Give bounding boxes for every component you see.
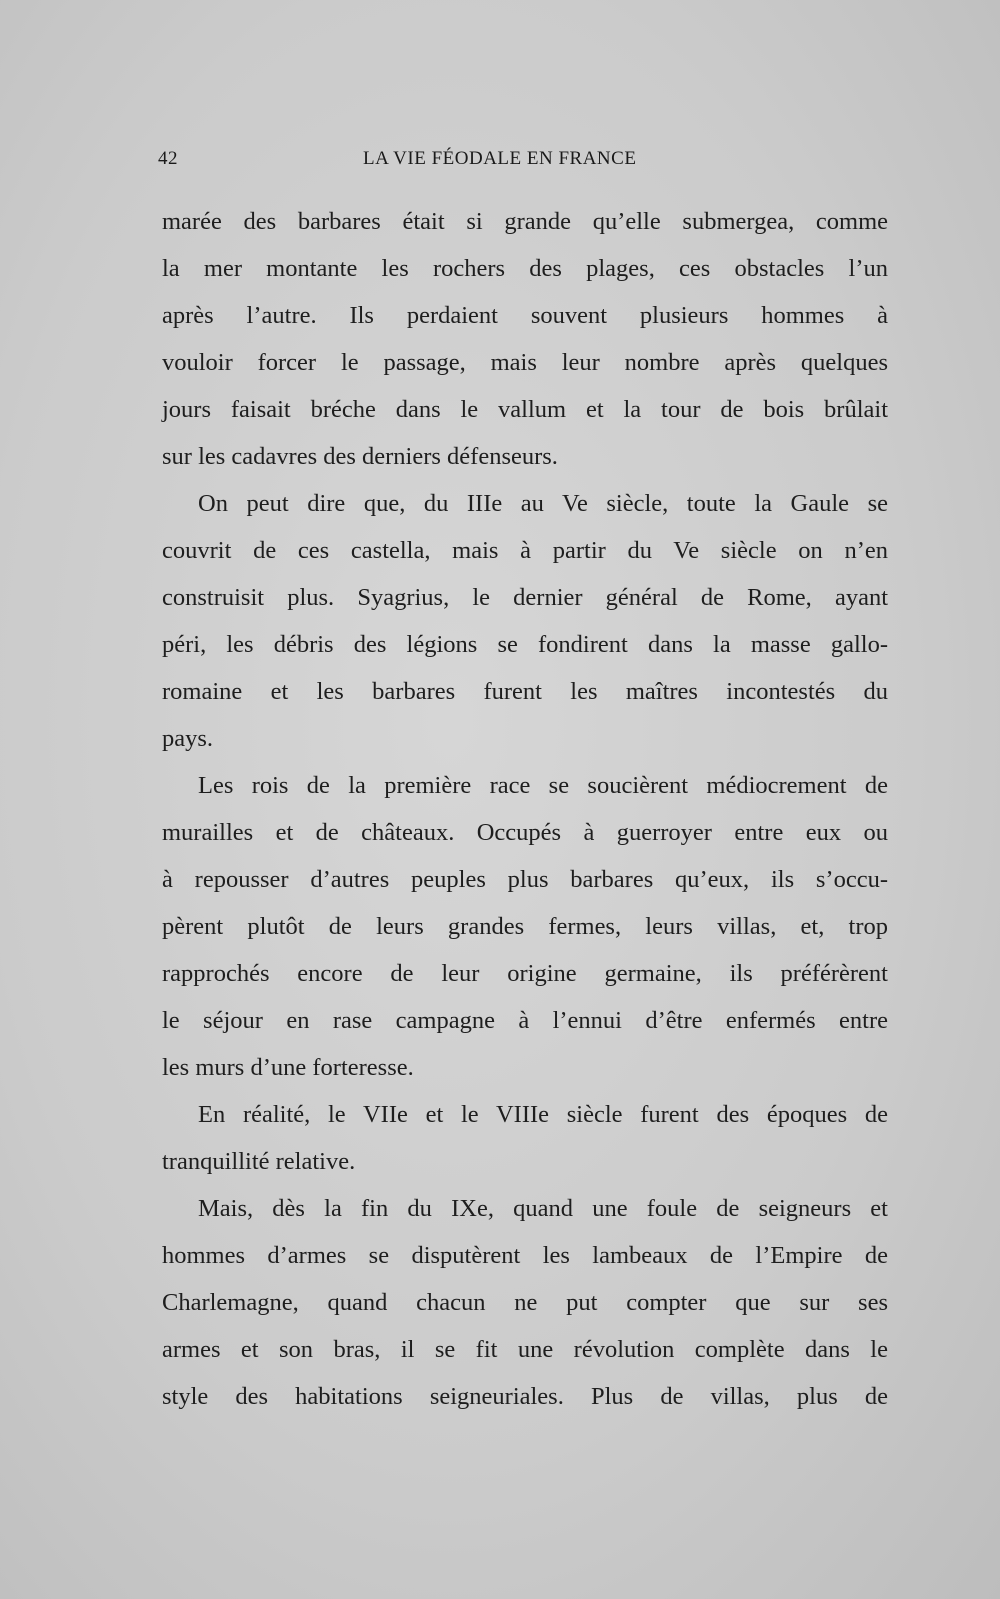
text-line: On peut dire que, du IIIe au Ve siècle, toute la Gaule se (198, 490, 888, 517)
text-line: romaine et les barbares furent les maîtres incontestés du (162, 678, 888, 705)
text-line: sur les cadavres des derniers défenseurs. (162, 443, 558, 470)
text-line: le séjour en rase campagne à l’ennui d’être enfermés entre (162, 1007, 888, 1034)
text-line: Les rois de la première race se soucièrent médiocrement de (198, 772, 888, 799)
text-line: couvrit de ces castella, mais à partir du Ve siècle on n’en (162, 537, 888, 564)
text-line: marée des barbares était si grande qu’elle submergea, comme (162, 208, 888, 235)
text-line: style des habitations seigneuriales. Plus de villas, plus de (162, 1383, 888, 1410)
text-line: après l’autre. Ils perdaient souvent plusieurs hommes à (162, 302, 888, 329)
text-line: à repousser d’autres peuples plus barbares qu’eux, ils s’occu- (162, 866, 888, 893)
text-line: construisit plus. Syagrius, le dernier général de Rome, ayant (162, 584, 888, 611)
text-line: péri, les débris des légions se fondirent dans la masse gallo- (162, 631, 888, 658)
text-line: Mais, dès la fin du IXe, quand une foule de seigneurs et (198, 1195, 888, 1222)
text-line: tranquillité relative. (162, 1148, 356, 1175)
text-line: Charlemagne, quand chacun ne put compter que sur ses (162, 1289, 888, 1316)
text-line: jours faisait bréche dans le vallum et la tour de bois brûlait (162, 396, 888, 423)
text-line: pèrent plutôt de leurs grandes fermes, leurs villas, et, trop (162, 913, 888, 940)
text-line: En réalité, le VIIe et le VIIIe siècle furent des époques de (198, 1101, 888, 1128)
running-title: LA VIE FÉODALE EN FRANCE (363, 148, 637, 169)
text-line: armes et son bras, il se fit une révolution complète dans le (162, 1336, 888, 1363)
text-line: les murs d’une forteresse. (162, 1054, 414, 1081)
text-line: la mer montante les rochers des plages, ces obstacles l’un (162, 255, 888, 282)
text-line: hommes d’armes se disputèrent les lambeaux de l’Empire de (162, 1242, 888, 1269)
body-text (162, 198, 888, 1420)
page-number: 42 (158, 148, 178, 169)
text-line: rapprochés encore de leur origine germaine, ils préférèrent (162, 960, 888, 987)
running-head (158, 148, 688, 176)
text-line: murailles et de châteaux. Occupés à guerroyer entre eux ou (162, 819, 888, 846)
text-line: vouloir forcer le passage, mais leur nombre après quelques (162, 349, 888, 376)
text-line: pays. (162, 725, 214, 752)
